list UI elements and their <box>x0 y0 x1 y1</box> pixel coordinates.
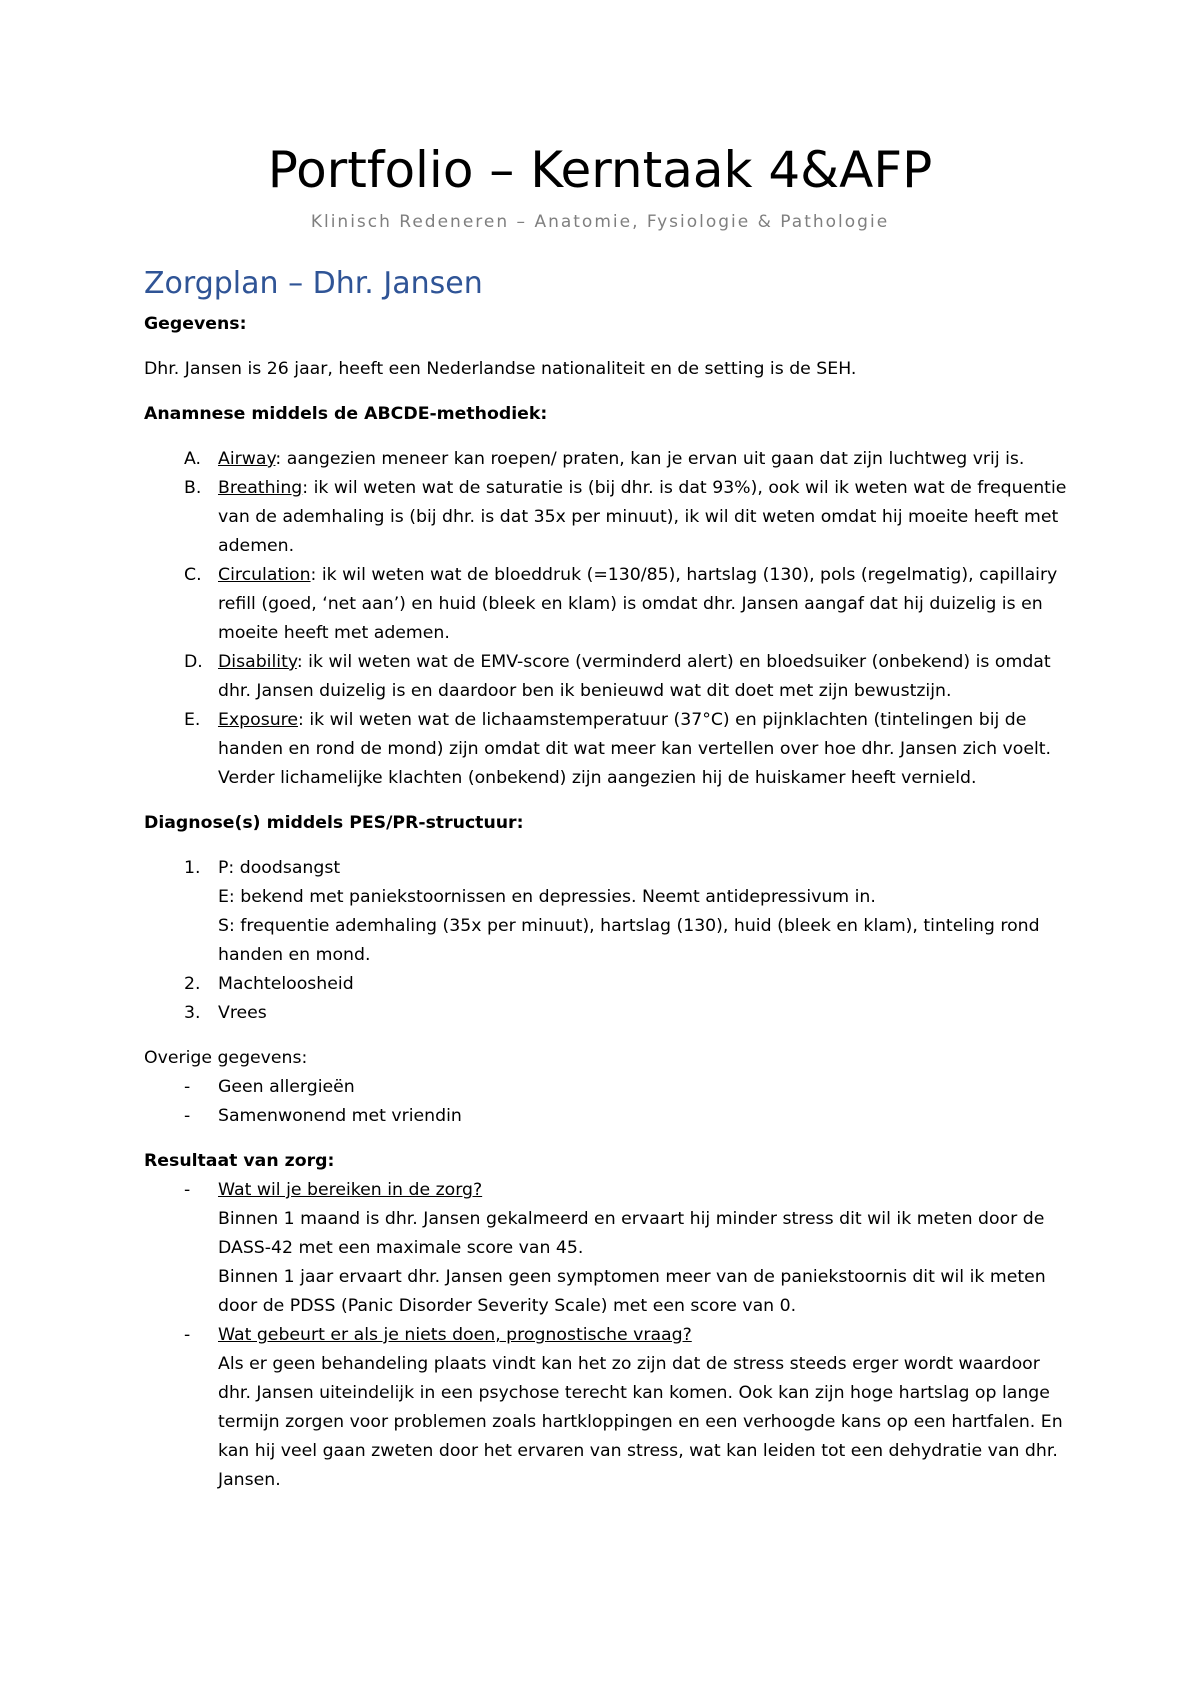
diagnose-label: Diagnose(s) middels PES/PR-structuur: <box>144 813 524 833</box>
diagnose-text: Vrees <box>218 1003 267 1023</box>
document-subtitle: Klinisch Redeneren – Anatomie, Fysiologie & Pathologie <box>310 212 890 232</box>
diagnose-e: E: bekend met paniekstoornissen en depressies. Neemt antidepressivum in. <box>218 887 876 907</box>
term-breathing: Breathing <box>218 478 303 498</box>
item-text: Samenwonend met vriendin <box>218 1106 462 1126</box>
list-item-exposure <box>144 706 1074 793</box>
anamnese-label: Anamnese middels de ABCDE-methodiek: <box>144 404 548 424</box>
answer-text: Binnen 1 jaar ervaart dhr. Jansen geen symptomen meer van de paniekstoornis dit wil ik meten door de PDSS (Panic Disorder Severity Scale) met een score van 0. <box>218 1267 1046 1316</box>
item-text: : ik wil weten wat de bloeddruk (=130/85), hartslag (130), pols (regelmatig), capillairy refill (goed, ‘net aan’) en huid (bleek en klam) is omdat dhr. Jansen aangaf dat hij duizelig is en moeite heeft met ademen. <box>218 565 1058 643</box>
item-text: Geen allergieën <box>218 1077 355 1097</box>
list-item <box>144 1102 1074 1131</box>
question-text: Wat wil je bereiken in de zorg? <box>218 1180 483 1200</box>
resultaat-list <box>144 1176 1074 1495</box>
list-marker: C. <box>184 565 202 585</box>
overige-label: Overige gegevens: <box>144 1048 308 1068</box>
diagnose-list <box>144 854 1074 1028</box>
overige-list <box>144 1073 1074 1131</box>
diagnose-s: S: frequentie ademhaling (35x per minuut), hartslag (130), huid (bleek en klam), tinteling rond handen en mond. <box>218 916 1040 965</box>
list-marker: B. <box>184 478 202 498</box>
document-body <box>144 260 1074 1495</box>
diagnose-item-3 <box>144 999 1074 1028</box>
list-item-airway <box>144 445 1074 474</box>
diagnose-text: Machteloosheid <box>218 974 354 994</box>
list-marker: 1. <box>184 858 201 878</box>
diagnose-item-1 <box>144 854 1074 970</box>
list-marker: 3. <box>184 1003 201 1023</box>
list-item-circulation <box>144 561 1074 648</box>
item-text: : ik wil weten wat de saturatie is (bij dhr. is dat 93%), ook wil ik weten wat de frequentie van de ademhaling is (bij dhr. is dat 35x per minuut), ik wil dit weten omdat hij moeite heeft met ademen. <box>218 478 1067 556</box>
resultaat-item-1 <box>144 1176 1074 1321</box>
abcde-list <box>144 445 1074 793</box>
term-circulation: Circulation <box>218 565 311 585</box>
resultaat-item-2 <box>144 1321 1074 1495</box>
term-disability: Disability <box>218 652 297 672</box>
term-exposure: Exposure <box>218 710 299 730</box>
list-marker: D. <box>184 652 203 672</box>
list-item-disability <box>144 648 1074 706</box>
dash-marker: - <box>184 1077 191 1097</box>
term-airway: Airway <box>218 449 276 469</box>
item-text: : ik wil weten wat de lichaamstemperatuur (37°C) en pijnklachten (tintelingen bij de handen en rond de mond) zijn omdat dit wat meer kan vertellen over hoe dhr. Jansen zich voelt. Verder lichamelijke klachten (onbekend) zijn aangezien hij de huiskamer heeft vernield. <box>218 710 1052 788</box>
list-item-breathing <box>144 474 1074 561</box>
gegevens-text: Dhr. Jansen is 26 jaar, heeft een Nederlandse nationaliteit en de setting is de SEH. <box>144 359 857 379</box>
list-item <box>144 1073 1074 1102</box>
list-marker: E. <box>184 710 201 730</box>
item-text: : aangezien meneer kan roepen/ praten, kan je ervan uit gaan dat zijn luchtweg vrij is. <box>275 449 1025 469</box>
answer-text: Binnen 1 maand is dhr. Jansen gekalmeerd en ervaart hij minder stress dit wil ik meten door de DASS-42 met een maximale score van 45. <box>218 1209 1045 1258</box>
gegevens-label: Gegevens: <box>144 314 247 334</box>
section-heading: Zorgplan – Dhr. Jansen <box>144 266 483 301</box>
answer-text: Als er geen behandeling plaats vindt kan het zo zijn dat de stress steeds erger wordt waardoor dhr. Jansen uiteindelijk in een psychose terecht kan komen. Ook kan zijn hoge hartslag op lange termijn zorgen voor problemen zoals hartkloppingen en een verhoogde kans op een hartfalen. En kan hij veel gaan zweten door het ervaren van stress, wat kan leiden tot een dehydratie van dhr. Jansen. <box>218 1354 1063 1490</box>
question-text: Wat gebeurt er als je niets doen, prognostische vraag? <box>218 1325 692 1345</box>
diagnose-item-2 <box>144 970 1074 999</box>
item-text: : ik wil weten wat de EMV-score (verminderd alert) en bloedsuiker (onbekend) is omdat dhr. Jansen duizelig is en daardoor ben ik benieuwd wat dit doet met zijn bewustzijn. <box>218 652 1051 701</box>
diagnose-p: P: doodsangst <box>218 858 341 878</box>
dash-marker: - <box>184 1325 191 1345</box>
resultaat-label: Resultaat van zorg: <box>144 1151 335 1171</box>
dash-marker: - <box>184 1180 191 1200</box>
list-marker: A. <box>184 449 202 469</box>
dash-marker: - <box>184 1106 191 1126</box>
document-title: Portfolio – Kerntaak 4&AFP <box>267 141 933 199</box>
list-marker: 2. <box>184 974 201 994</box>
